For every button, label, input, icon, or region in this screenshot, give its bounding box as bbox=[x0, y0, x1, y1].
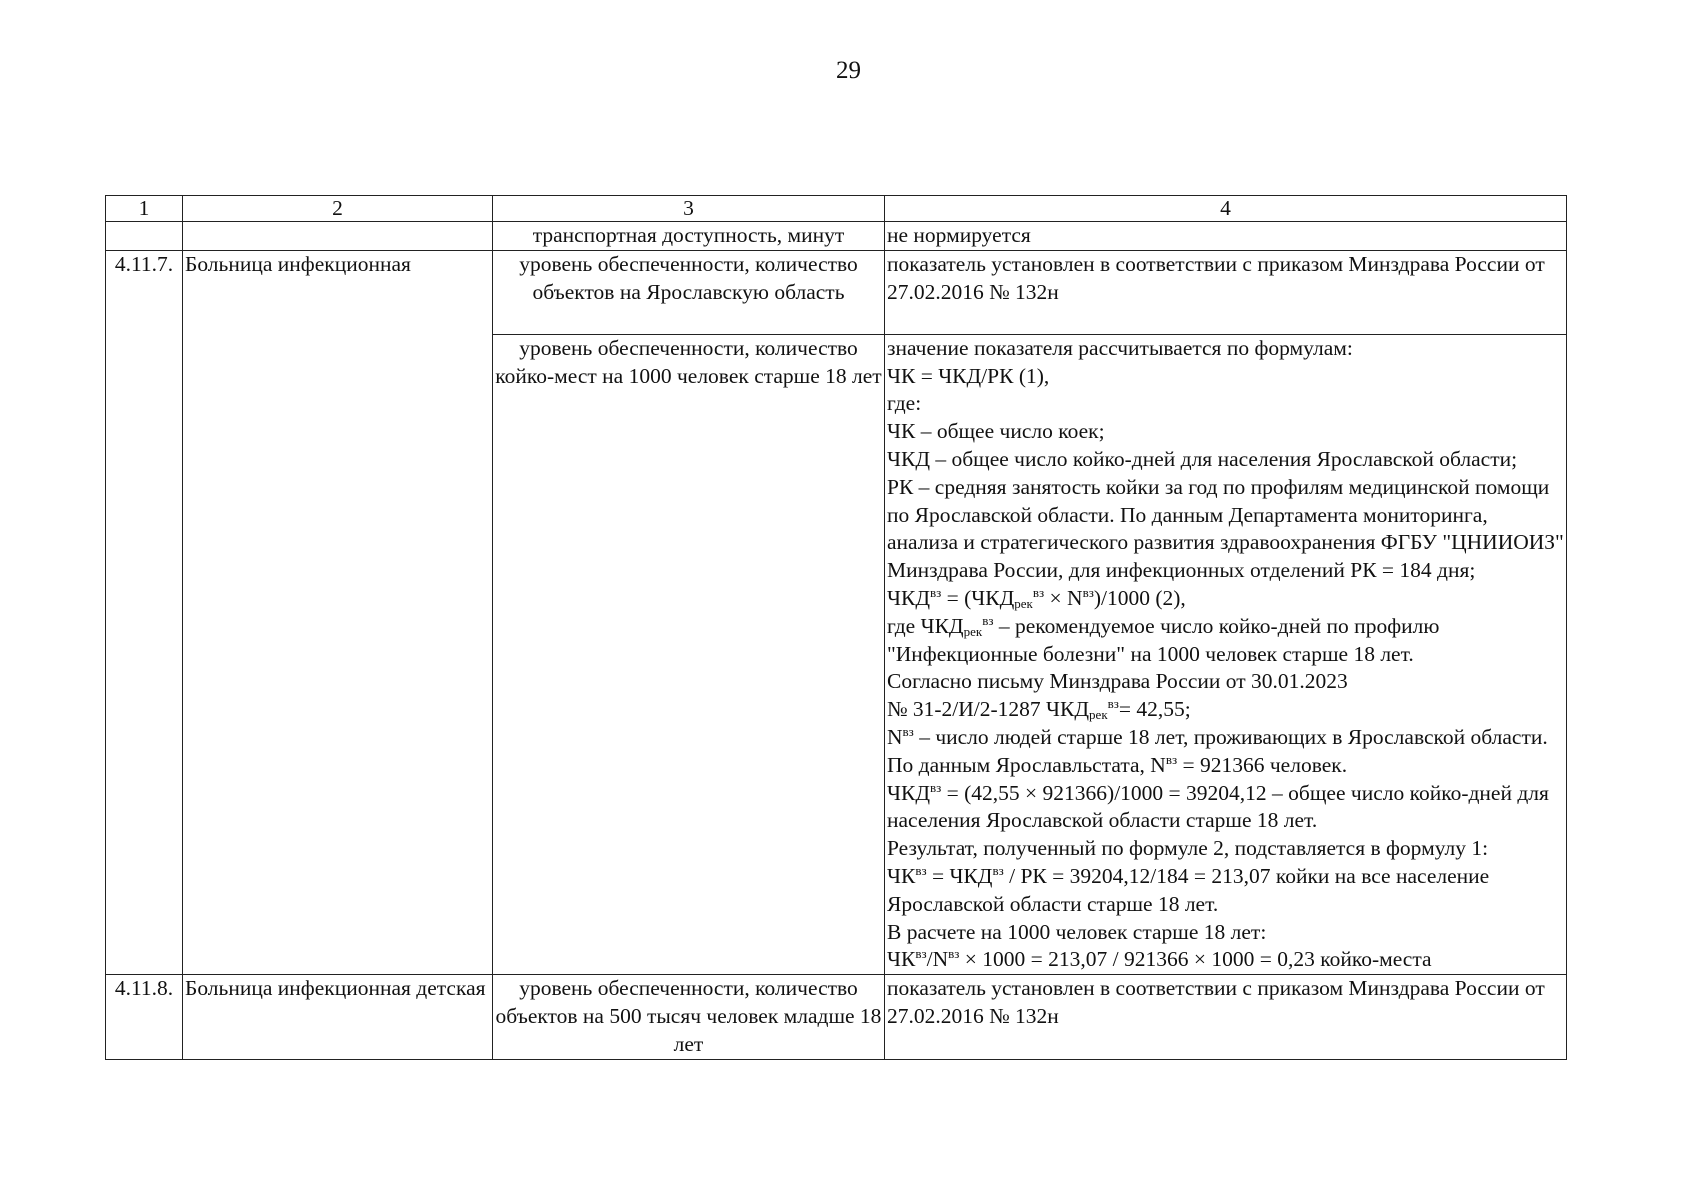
row-number-cell: 4.11.7. bbox=[106, 250, 183, 974]
def-rk: РК – средняя занятость койки за год по профилям медицинской помощи по Ярославской области. По данным Департамента мониторинга, анализа и стратегического развития здравоохранения ФГБУ "ЦНИИОИЗ" Минздрава России, для инфекционных отделений РК = 184 дня; bbox=[887, 474, 1564, 583]
row-4-11-7-a bbox=[106, 250, 1567, 334]
header-row bbox=[106, 196, 1567, 222]
formula-text: № 31-2/И/2-1287 ЧКД bbox=[887, 697, 1090, 722]
formula-text: / РК = 39204,12/184 = 213,07 койки на все население Ярославской области старше 18 лет. bbox=[887, 863, 1490, 916]
sup-vz: вз bbox=[929, 584, 942, 600]
indicator-cell: уровень обеспеченности, количество койко-мест на 1000 человек старше 18 лет bbox=[493, 334, 885, 974]
formula-text: = 921366 человек. bbox=[1177, 752, 1348, 777]
sup-vz: вз bbox=[1165, 751, 1178, 767]
substitution-note: Результат, полученный по формуле 2, подставляется в формулу 1: bbox=[887, 836, 1489, 861]
per-1000-result bbox=[887, 946, 1564, 974]
indicator-cell: уровень обеспеченности, количество объектов на Ярославскую область bbox=[493, 250, 885, 334]
letter-reference: Согласно письму Минздрава России от 30.01.2023 bbox=[887, 669, 1348, 694]
formula-text: × 1000 = 213,07 / 921366 × 1000 = 0,23 койко-места bbox=[959, 947, 1432, 972]
formula-text: ЧКД bbox=[887, 780, 930, 805]
formula-text: – рекомендуемое число койко-дней по профилю "Инфекционные болезни" на 1000 человек старше 18 лет. bbox=[887, 613, 1440, 666]
formula-text: ЧК bbox=[887, 863, 916, 888]
page-number: 29 bbox=[836, 57, 861, 84]
row-4-11-8 bbox=[106, 975, 1567, 1059]
formula-text: ЧК bbox=[887, 947, 916, 972]
sup-vz: вз bbox=[992, 862, 1004, 878]
chkd-rek-value bbox=[887, 696, 1564, 724]
facility-name-cell: Больница инфекционная bbox=[183, 250, 493, 974]
formula-text: = 42,55; bbox=[1118, 697, 1191, 722]
header-col-3: 3 bbox=[493, 196, 885, 222]
formula-text: ЧКД bbox=[887, 585, 930, 610]
formula-text: – число людей старше 18 лет, проживающих в Ярославской области. По данным Ярославльстата, N bbox=[887, 724, 1548, 777]
indicator-cell: уровень обеспеченности, количество объектов на 500 тысяч человек младше 18 лет bbox=[493, 975, 885, 1059]
formula-text: = (42,55 × 921366)/1000 = 39204,12 – общее число койко-дней для населения Ярославской области старше 18 лет. bbox=[887, 780, 1549, 833]
facility-name-cell: Больница инфекционная детская bbox=[183, 975, 493, 1059]
formula-intro: значение показателя рассчитывается по формулам: bbox=[887, 335, 1353, 360]
def-chk: ЧК – общее число коек; bbox=[887, 419, 1105, 444]
sup-vz: вз bbox=[948, 946, 960, 962]
sup-vz: вз bbox=[982, 612, 994, 628]
sup-vz: вз bbox=[915, 946, 927, 962]
chk-vz-calc bbox=[887, 863, 1564, 919]
transport-value-cell: не нормируется bbox=[885, 222, 1567, 251]
value-cell: показатель установлен в соответствии с приказом Минздрава России от 27.02.2016 № 132н bbox=[885, 975, 1567, 1059]
formula-text: = ЧКД bbox=[926, 863, 993, 888]
formula-cell bbox=[885, 334, 1567, 974]
sup-vz: вз bbox=[915, 862, 927, 878]
formula-where: где: bbox=[887, 391, 922, 416]
sup-vz: вз bbox=[1082, 584, 1094, 600]
chkd-vz-calc bbox=[887, 780, 1564, 836]
sub-rek: рек bbox=[1014, 595, 1033, 611]
transport-name-cell bbox=[183, 222, 493, 251]
formula-text: × N bbox=[1044, 585, 1083, 610]
sup-vz: вз bbox=[929, 779, 942, 795]
indicator-table bbox=[105, 195, 1567, 1060]
formula-text: )/1000 (2), bbox=[1093, 585, 1186, 610]
sup-vz: вз bbox=[902, 723, 914, 739]
formula-2 bbox=[887, 585, 1564, 613]
header-col-2: 2 bbox=[183, 196, 493, 222]
def-chkd-rek bbox=[887, 613, 1564, 669]
transport-num-cell bbox=[106, 222, 183, 251]
formula-text: /N bbox=[926, 947, 949, 972]
def-n-vz bbox=[887, 724, 1564, 780]
per-1000-note: В расчете на 1000 человек старше 18 лет: bbox=[887, 919, 1267, 944]
sub-rek: рек bbox=[963, 623, 983, 639]
header-col-1: 1 bbox=[106, 196, 183, 222]
value-cell: показатель установлен в соответствии с приказом Минздрава России от 27.02.2016 № 132н bbox=[885, 250, 1567, 334]
sub-rek: рек bbox=[1089, 707, 1108, 723]
sup-vz: вз bbox=[1107, 696, 1119, 712]
formula-text: N bbox=[887, 724, 903, 749]
formula-text: = (ЧКД bbox=[941, 585, 1015, 610]
transport-row bbox=[106, 222, 1567, 251]
sup-vz: вз bbox=[1032, 584, 1045, 600]
transport-indicator-cell: транспортная доступность, минут bbox=[493, 222, 885, 251]
formula-1: ЧК = ЧКД/РК (1), bbox=[887, 363, 1050, 388]
def-chkd: ЧКД – общее число койко-дней для населения Ярославской области; bbox=[887, 446, 1518, 471]
row-number-cell: 4.11.8. bbox=[106, 975, 183, 1059]
header-col-4: 4 bbox=[885, 196, 1567, 222]
formula-text: где ЧКД bbox=[887, 613, 964, 638]
